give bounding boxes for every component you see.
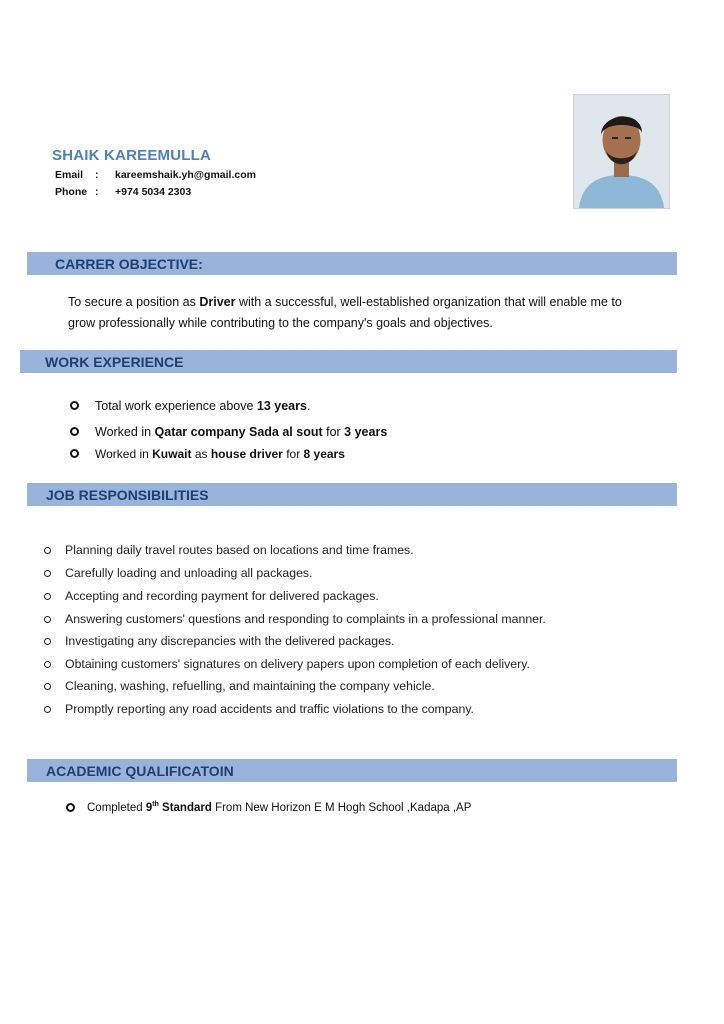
objective-text xyxy=(68,292,668,334)
section-title: ACADEMIC QUALIFICATOIN xyxy=(46,762,234,779)
bullet-icon xyxy=(44,683,51,690)
phone-row xyxy=(55,186,191,198)
phone-separator: : xyxy=(95,186,99,198)
experience-highlight: house driver xyxy=(210,447,283,461)
portrait-figure xyxy=(574,95,669,208)
phone-label: Phone xyxy=(55,186,88,198)
responsibility-item: Investigating any discrepancies with the delivered packages. xyxy=(65,634,395,648)
section-work-experience xyxy=(20,350,677,373)
section-career-objective xyxy=(27,252,677,275)
responsibility-item: Planning daily travel routes based on locations and time frames. xyxy=(65,543,414,557)
experience-highlight: 8 years xyxy=(303,447,345,461)
objective-line-2: grow professionally while contributing to the company's goals and objectives. xyxy=(68,316,493,330)
section-academic-qualification xyxy=(27,759,677,782)
email-separator: : xyxy=(95,169,99,181)
email-row xyxy=(55,169,256,181)
responsibility-item: Cleaning, washing, refuelling, and maintaining the company vehicle. xyxy=(65,679,435,693)
experience-item xyxy=(95,425,387,439)
candidate-name: SHAIK KAREEMULLA xyxy=(52,147,212,164)
responsibility-item: Answering customers' questions and responding to complaints in a professional manner. xyxy=(65,612,546,626)
experience-text: for xyxy=(282,447,304,461)
section-job-responsibilities xyxy=(27,483,677,506)
experience-text: for xyxy=(322,425,345,439)
section-title: JOB RESPONSIBILITIES xyxy=(46,486,209,503)
academic-grade-suffix: th xyxy=(152,801,159,808)
responsibility-item: Carefully loading and unloading all packages. xyxy=(65,566,313,580)
bullet-icon xyxy=(70,427,79,436)
objective-role: Driver xyxy=(199,295,236,309)
responsibility-item: Accepting and recording payment for delivered packages. xyxy=(65,589,379,603)
experience-highlight: 3 years xyxy=(344,425,388,439)
experience-item xyxy=(95,399,310,413)
email-value: kareemshaik.yh@gmail.com xyxy=(115,169,256,181)
bullet-icon xyxy=(44,706,51,713)
bullet-icon xyxy=(66,803,75,812)
profile-photo xyxy=(573,94,670,209)
experience-text: as xyxy=(191,447,211,461)
academic-grade: 9 xyxy=(145,801,153,814)
experience-highlight: Kuwait xyxy=(152,447,192,461)
experience-text: Worked in xyxy=(95,425,155,439)
experience-text: . xyxy=(306,399,311,413)
objective-text-part: To secure a position as xyxy=(68,295,200,309)
experience-item xyxy=(95,447,345,461)
bullet-icon xyxy=(44,547,51,554)
academic-standard: Standard xyxy=(158,801,212,814)
email-label: Email xyxy=(55,169,84,181)
objective-line-1 xyxy=(68,292,668,313)
academic-text: From New Horizon E M Hogh School ,Kadapa ,AP xyxy=(211,801,472,814)
bullet-icon xyxy=(70,401,79,410)
bullet-icon xyxy=(44,616,51,623)
objective-text-part: with a successful, well-established organization that will enable me to xyxy=(235,295,622,309)
bullet-icon xyxy=(44,593,51,600)
experience-highlight: Qatar company Sada al sout xyxy=(154,425,323,439)
experience-highlight: 13 years xyxy=(256,399,307,413)
responsibility-item: Promptly reporting any road accidents and traffic violations to the company. xyxy=(65,702,474,716)
experience-text: Worked in xyxy=(95,447,153,461)
bullet-icon xyxy=(44,638,51,645)
responsibility-item: Obtaining customers' signatures on delivery papers upon completion of each delivery. xyxy=(65,657,530,671)
section-title: CARRER OBJECTIVE: xyxy=(55,255,203,272)
experience-text: Total work experience above xyxy=(95,399,257,413)
bullet-icon xyxy=(70,449,79,458)
academic-text: Completed xyxy=(87,801,146,814)
bullet-icon xyxy=(44,570,51,577)
section-title: WORK EXPERIENCE xyxy=(45,353,184,370)
academic-item xyxy=(87,801,471,814)
bullet-icon xyxy=(44,661,51,668)
phone-value: +974 5034 2303 xyxy=(115,186,192,198)
